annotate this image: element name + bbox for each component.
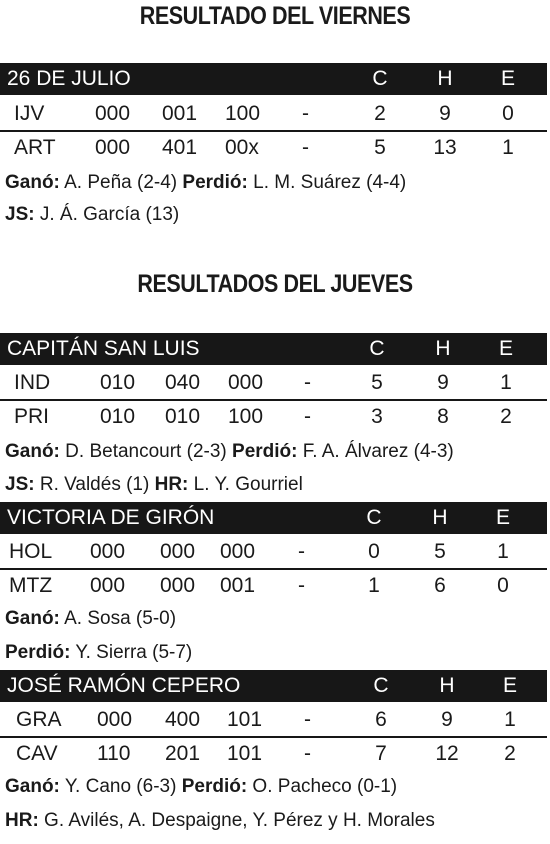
errors-value: 2: [504, 742, 516, 765]
hits-value: 12: [435, 742, 459, 765]
hits-value: 9: [437, 371, 449, 394]
col-runs: C: [369, 337, 385, 360]
note-label: Ganó:: [5, 441, 60, 462]
errors-value: 1: [502, 136, 514, 159]
inning-block-3: 100: [228, 405, 264, 428]
note-text: O. Pacheco (0-1): [247, 776, 398, 797]
homerun-note: [5, 810, 435, 832]
errors-value: 1: [500, 371, 512, 394]
inning-block-2: 001: [162, 102, 198, 125]
team-code: IJV: [14, 102, 45, 125]
dash: -: [302, 102, 309, 125]
note-label: Ganó:: [5, 608, 60, 629]
loser-note: [5, 642, 192, 664]
col-errors: E: [500, 67, 515, 90]
inning-block-1: 000: [90, 574, 126, 597]
inning-block-2: 000: [160, 540, 196, 563]
score-row: [0, 367, 547, 399]
save-homerun-note: [5, 474, 303, 496]
inning-block-3: 001: [220, 574, 256, 597]
pitcher-note: [5, 172, 406, 194]
inning-block-1: 010: [100, 405, 136, 428]
section-title-thursday: RESULTADOS DEL JUEVES: [137, 270, 413, 298]
dash: -: [302, 136, 309, 159]
errors-value: 2: [500, 405, 512, 428]
col-hits: H: [435, 337, 451, 360]
note-label: Perdió:: [181, 776, 248, 797]
inning-block-3: 000: [220, 540, 256, 563]
runs-value: 5: [371, 371, 383, 394]
inning-block-1: 000: [95, 136, 131, 159]
dash: -: [304, 742, 311, 765]
venue-name: JOSÉ RAMÓN CEPERO: [7, 674, 241, 697]
note-text: D. Betancourt (2-3): [59, 441, 233, 462]
inning-block-3: 00x: [225, 136, 259, 159]
col-hits: H: [437, 67, 453, 90]
note-text: R. Valdés (1): [34, 474, 155, 495]
runs-value: 1: [368, 574, 380, 597]
inning-block-3: 101: [227, 742, 263, 765]
team-code: ART: [14, 136, 56, 159]
dash: -: [304, 371, 311, 394]
inning-block-1: 110: [97, 742, 131, 765]
errors-value: 0: [502, 102, 514, 125]
team-code: GRA: [16, 708, 62, 731]
note-label: Perdió:: [182, 172, 248, 193]
runs-value: 3: [371, 405, 383, 428]
inning-block-3: 100: [225, 102, 261, 125]
note-text: G. Avilés, A. Despaigne, Y. Pérez y H. Morales: [38, 810, 435, 831]
hits-value: 5: [434, 540, 446, 563]
venue-name: 26 DE JULIO: [7, 67, 131, 90]
errors-value: 0: [497, 574, 509, 597]
score-row: [0, 401, 547, 433]
inning-block-1: 000: [90, 540, 126, 563]
note-text: A. Sosa (5-0): [59, 608, 177, 629]
hits-value: 8: [437, 405, 449, 428]
dash: -: [304, 708, 311, 731]
inning-block-2: 201: [165, 742, 201, 765]
col-runs: C: [373, 674, 389, 697]
col-runs: C: [372, 67, 388, 90]
game-header: [0, 670, 547, 702]
note-text: Y. Sierra (5-7): [70, 642, 193, 663]
score-row: [0, 738, 547, 770]
venue-name: CAPITÁN SAN LUIS: [7, 337, 200, 360]
save-note: [5, 204, 179, 226]
team-code: MTZ: [9, 574, 53, 597]
col-hits: H: [432, 506, 448, 529]
note-text: F. A. Álvarez (4-3): [297, 441, 454, 462]
note-label: JS:: [5, 474, 35, 495]
team-code: PRI: [14, 405, 50, 428]
runs-value: 5: [374, 136, 386, 159]
runs-value: 0: [368, 540, 380, 563]
inning-block-1: 000: [95, 102, 131, 125]
pitcher-note: [5, 776, 397, 798]
col-errors: E: [502, 674, 517, 697]
score-row: [0, 98, 547, 130]
note-label: Perdió:: [5, 642, 71, 663]
inning-block-3: 101: [227, 708, 263, 731]
note-label: JS:: [5, 204, 35, 225]
section-title-friday: RESULTADO DEL VIERNES: [139, 2, 411, 30]
note-label: Perdió:: [232, 441, 298, 462]
errors-value: 1: [504, 708, 516, 731]
winner-note: [5, 608, 176, 630]
inning-block-2: 000: [160, 574, 196, 597]
hits-value: 9: [441, 708, 453, 731]
inning-block-2: 400: [165, 708, 201, 731]
note-label: Ganó:: [5, 172, 60, 193]
team-code: HOL: [9, 540, 53, 563]
score-row: [0, 132, 547, 164]
note-text: Y. Cano (6-3): [59, 776, 182, 797]
game-header: [0, 63, 547, 95]
note-text: L. Y. Gourriel: [188, 474, 303, 495]
note-text: L. M. Suárez (4-4): [247, 172, 407, 193]
inning-block-2: 401: [162, 136, 198, 159]
inning-block-2: 010: [165, 405, 201, 428]
venue-name: VICTORIA DE GIRÓN: [7, 506, 215, 529]
game-header: [0, 333, 547, 365]
note-label: Ganó:: [5, 776, 60, 797]
runs-value: 6: [375, 708, 387, 731]
dash: -: [298, 574, 305, 597]
col-errors: E: [498, 337, 513, 360]
hits-value: 9: [439, 102, 451, 125]
col-hits: H: [439, 674, 455, 697]
inning-block-3: 000: [228, 371, 264, 394]
runs-value: 7: [375, 742, 387, 765]
errors-value: 1: [497, 540, 509, 563]
hits-value: 6: [434, 574, 446, 597]
note-text: A. Peña (2-4): [59, 172, 183, 193]
note-label: HR:: [154, 474, 189, 495]
score-row: [0, 536, 547, 568]
score-row: [0, 704, 547, 736]
inning-block-2: 040: [165, 371, 201, 394]
inning-block-1: 000: [97, 708, 133, 731]
col-errors: E: [495, 506, 510, 529]
team-code: IND: [14, 371, 51, 394]
dash: -: [304, 405, 311, 428]
hits-value: 13: [433, 136, 457, 159]
note-text: J. Á. García (13): [34, 204, 180, 225]
team-code: CAV: [16, 742, 58, 765]
pitcher-note: [5, 441, 454, 463]
note-label: HR:: [5, 810, 39, 831]
inning-block-1: 010: [100, 371, 136, 394]
col-runs: C: [366, 506, 382, 529]
score-row: [0, 570, 547, 602]
game-header: [0, 502, 547, 534]
dash: -: [298, 540, 305, 563]
runs-value: 2: [374, 102, 386, 125]
